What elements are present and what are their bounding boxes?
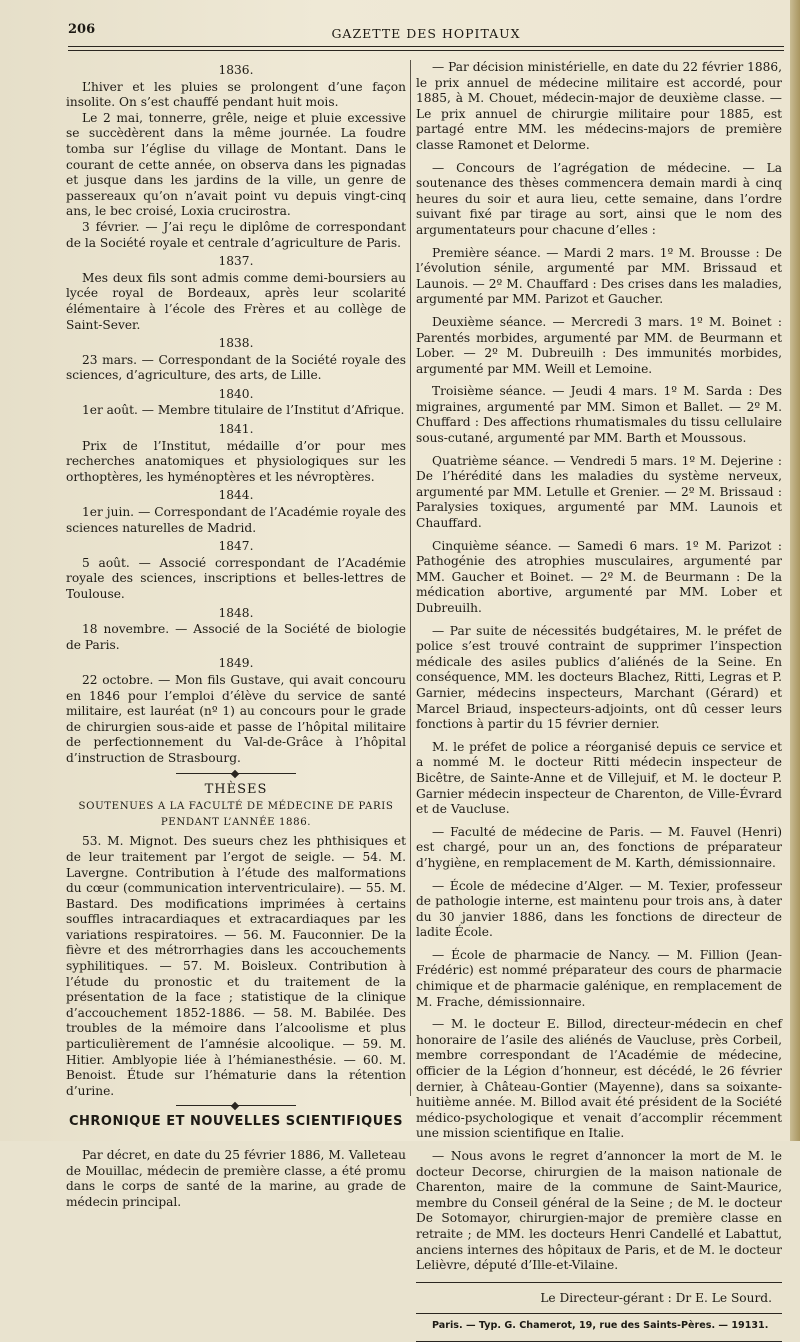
diary-entry: 5 août. — Associé correspondant de l’Académie royale des sciences, inscriptions et belles-lettres de Toulouse. [66,555,406,601]
diary-entry: Mes deux fils sont admis comme demi-boursiers au lycée royal de Bordeaux, après leur scolarité élémentaire à l’école des Frères et au collège de Saint-Sever. [66,270,406,332]
year-heading: 1837. [218,254,254,269]
left-column [66,60,406,1210]
news-paragraph: — Nous avons le regret d’annoncer la mort de M. le docteur Decorse, chirurgien de la maison nationale de Charenton, maire de la commune de Saint-Maurice, membre du Conseil général de la Seine ; de M. le docteur De Sotomayor, chirurgien-major de première classe en retraite ; de MM. les docteurs Henri Candellé et Labattut, anciens internes des hôpitaux de Paris, et de M. le docteur Lelièvre, député d’Ille-et-Vilaine. [416,1149,782,1273]
director-signature: Le Directeur-gérant : Dr E. Le Sourd. [540,1290,772,1305]
closing-rule [416,1282,782,1283]
news-paragraph: — École de pharmacie de Nancy. — M. Fillion (Jean-Frédéric) est nommé préparateur des cours de pharmacie chimique et de pharmacie galénique, en remplacement de M. Frache, démissionnaire. [416,947,782,1009]
decret-paragraph: Par décret, en date du 25 février 1886, M. Valleteau de Mouillac, médecin de première classe, a été promu dans le corps de santé de la marine, au grade de médecin principal. [66,1148,406,1209]
news-paragraph: M. le préfet de police a réorganisé depuis ce service et a nommé M. le docteur Ritti médecin inspecteur de Bicêtre, de Sainte-Anne et de Villejuif, et M. le docteur P. Garnier médecin inspecteur de Charenton, de Ville-Évrard et de Vaucluse. [416,739,782,817]
year-heading: 1836. [218,63,254,77]
theses-subtitle-year: PENDANT L’ANNÉE 1886. [160,816,312,828]
news-paragraph: — Par suite de nécessités budgétaires, M. le préfet de police s’est trouvé contraint de supprimer l’inspection médicale des asiles publics d’aliénés de la Seine. En conséquence, MM. les docteurs Blachez, Ritti, Legras et P. Garnier, médecins inspecteurs, Marchant (Gérard) et Marcel Briaud, inspecteurs-adjoints, ont dû cesser leurs fonctions à partir du 15 février dernier. [416,623,782,732]
diary-entries [66,63,406,767]
news-paragraph: — Par décision ministérielle, en date du 22 février 1886, le prix annuel de médecine militaire est accordé, pour 1885, à M. Chouet, médecin-major de deuxième classe. — Le prix annuel de chirurgie militaire pour 1885, est partagé entre MM. les médecins-majors de première classe Ramonet et Delorme. [416,60,782,152]
closing-rule-thin [416,1313,782,1314]
printer-line: Paris. — Typ. G. Chamerot, 19, rue des Saints-Pères. — 19131. [432,1320,769,1332]
diary-entry: L’hiver et les pluies se prolongent d’une façon insolite. On s’est chauffé pendant huit mois. [66,79,406,110]
chronique-title: CHRONIQUE ET NOUVELLES SCIENTIFIQUES [68,1114,404,1130]
news-paragraph: Deuxième séance. — Mercredi 3 mars. 1º M. Boinet : Parentés morbides, argumenté par MM. de Beurmann et Lober. — 2º M. Dubreuilh : Des immunités morbides, argumenté par MM. Weill et Lemoine. [416,314,782,376]
news-paragraph: — Concours de l’agrégation de médecine. — La soutenance des thèses commencera demain mardi à cinq heures du soir et aura lieu, cette semaine, dans l’ordre suivant fixé par tirage au sort, ainsi que le nom des argumentateurs pour chacune d’elles : [416,160,782,237]
news-paragraph: — École de médecine d’Alger. — M. Texier, professeur de pathologie interne, est maintenu pour trois ans, à dater du 30 janvier 1886, dans les fonctions de directeur de ladite École. [416,878,782,940]
news-paragraph: Troisième séance. — Jeudi 4 mars. 1º M. Sarda : Des migraines, argumenté par MM. Simon et Ballet. — 2º M. Chuffard : Des affections rhumatismales du tissu cellulaire sous-cutané, argumenté par MM. Barth et Moussous. [416,384,782,446]
theses-list: 53. M. Mignot. Des sueurs chez les phthisiques et de leur traitement par l’ergot de seigle. — 54. M. Lavergne. Contribution à l’étude des malformations du cœur (communication interventriculaire). — 55. M. Bastard. Des modifications imprimées à certains souffles intracardiaques et extracardiaques par les variations respiratoires. — 56. M. Fauconnier. De la fièvre et des métrorrhagies dans les accouchements syphilitiques. — 57. M. Boisleux. Contribution à l’étude du pronostic et du traitement de la présentation de la face ; statistique de la clinique d’accouchement 1852-1886. — 58. M. Babilée. Des troubles de la mémoire dans l’alcoolisme et plus particulièrement de l’amnésie alcoolique. — 59. M. Hitier. Amblyopie liée à l’hémianesthésie. — 60. M. Benoist. Étude sur l’hématurie dans la rétention d’urine. [66,834,406,1098]
theses-title: THÈSES [204,781,268,797]
year-heading: 1848. [218,605,254,620]
diary-entry: 18 novembre. — Associé de la Société de biologie de Paris. [66,622,406,652]
section-separator [176,773,296,774]
diary-entry: 3 février. — J’ai reçu le diplôme de correspondant de la Société royale et centrale d’agriculture de Paris. [66,219,406,250]
page-spine-edge [790,0,800,1141]
header-rule [68,46,784,47]
news-paragraph: Cinquième séance. — Samedi 6 mars. 1º M. Parizot : Pathogénie des atrophies musculaires, argumenté par MM. Gaucher et Boinet. — 2º M. de Beurmann : De la médication abortive, argumenté par MM. Lober et Dubreuilh. [416,538,782,615]
diary-entry: 23 mars. — Correspondant de la Société royale des sciences, d’agriculture, des arts, de Lille. [66,352,406,383]
diary-entry: Prix de l’Institut, médaille d’or pour mes recherches anatomiques et physiologiques sur les orthoptères, les hyménoptères et les névroptères. [66,438,406,484]
page-number: 206 [68,22,96,37]
theses-subtitle: SOUTENUES A LA FACULTÉ DE MÉDECINE DE PARIS [78,801,394,813]
column-divider [410,60,411,1096]
year-heading: 1849. [218,656,254,671]
page-header [68,22,784,46]
diary-entry: 1er août. — Membre titulaire de l’Institut d’Afrique. [82,403,405,418]
diary-entry: 22 octobre. — Mon fils Gustave, qui avait concouru en 1846 pour l’emploi d’élève du service de santé militaire, est lauréat (nº 1) au concours pour le grade de chirurgien sous-aide et passe de l’hôpital militaire de perfectionnement du Val-de-Grâce à l’hôpital d’instruction de Strasbourg. [66,672,406,765]
diary-entry: 1er juin. — Correspondant de l’Académie royale des sciences naturelles de Madrid. [66,505,406,535]
year-heading: 1841. [218,422,254,437]
right-column [416,60,782,1342]
diary-entry: Le 2 mai, tonnerre, grêle, neige et pluie excessive se succèdèrent dans la même journée. La foudre tomba sur l’église du village de Montant. Dans le courant de cette année, on observa dans les pignadas et jusque dans les jardins de la ville, un genre de passereaux qu’on n’avait point vu depuis vingt-cinq ans, le bec croisé, Loxia crucirostra. [66,110,406,219]
news-paragraph: — M. le docteur E. Billod, directeur-médecin en chef honoraire de l’asile des aliénés de Vaucluse, près Corbeil, membre correspondant de l’Académie de médecine, officier de la Légion d’honneur, est décédé, le 26 février dernier, à Château-Gontier (Mayenne), dans sa soixante-huitième année. M. Billod avait été président de la Société médico-psychologique et venait d’accomplir récemment une mission scientifique en Italie. [416,1017,782,1141]
section-separator [176,1105,296,1106]
year-heading: 1844. [218,488,254,503]
journal-title: GAZETTE DES HOPITAUX [331,26,521,41]
news-paragraph: Quatrième séance. — Vendredi 5 mars. 1º M. Dejerine : De l’hérédité dans les maladies du système nerveux, argumenté par MM. Letulle et Grenier. — 2º M. Brissaud : Paralysies toxiques, argumenté par MM. Launois et Chauffard. [416,453,782,531]
news-paragraph: Première séance. — Mardi 2 mars. 1º M. Brousse : De l’évolution sénile, argumenté par MM. Brissaud et Launois. — 2º M. Chauffard : Des crises dans les maladies, argumenté par MM. Parizot et Gaucher. [416,245,782,307]
year-heading: 1847. [218,539,254,554]
news-items [416,60,782,1274]
year-heading: 1838. [218,336,254,351]
header-rule-thin [68,50,784,51]
year-heading: 1840. [218,386,254,401]
news-paragraph: — Faculté de médecine de Paris. — M. Fauvel (Henri) est chargé, pour un an, des fonctions de préparateur d’hygiène, en remplacement de M. Karth, démissionnaire. [416,824,782,870]
